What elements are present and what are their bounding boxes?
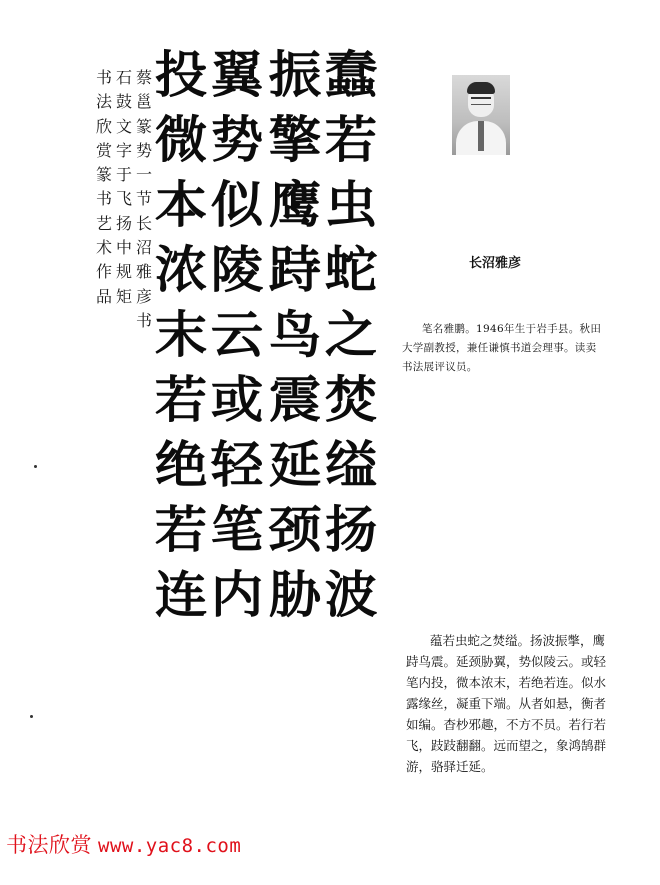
inscription-column-3: [96, 70, 112, 313]
author-bio: 笔名雅鹏。1946年生于岩手县。秋田大学副教授，兼任谦慎书道会理事。读卖书法展评议员。: [402, 323, 602, 373]
calligraphy-character: 篆: [96, 165, 113, 185]
calligraphy-character: 篆: [136, 116, 153, 136]
calligraphy-character: 内: [210, 565, 264, 624]
calligraphy-character: 飞: [116, 189, 133, 209]
calligraphy-character: 蠢: [324, 45, 378, 104]
calligraphy-character: 若: [154, 500, 208, 559]
calligraphy-character: 蛇: [324, 240, 378, 299]
calligraphy-character: 笔: [210, 500, 264, 559]
calligraphy-character: 之: [324, 305, 378, 364]
calligraphy-column-1: [324, 45, 378, 635]
calligraphy-character: 品: [96, 286, 113, 306]
calligraphy-character: 胁: [268, 565, 322, 624]
calligraphy-character: 字: [116, 140, 133, 160]
calligraphy-character: 震: [268, 370, 322, 429]
calligraphy-character: 擎: [268, 110, 322, 169]
calligraphy-character: 鼓: [116, 92, 133, 112]
calligraphy-artwork: [96, 45, 390, 800]
calligraphy-character: 雅: [136, 262, 153, 282]
calligraphy-character: 颈: [268, 500, 322, 559]
calligraphy-character: 延: [268, 435, 322, 494]
calligraphy-character: 缢: [324, 435, 378, 494]
calligraphy-character: 势: [136, 140, 153, 160]
calligraphy-character: 节: [136, 189, 153, 209]
calligraphy-character: 本: [154, 175, 208, 234]
calligraphy-character: 鸟: [268, 305, 322, 364]
calligraphy-character: 云: [210, 305, 264, 364]
calligraphy-character: 矩: [116, 286, 133, 306]
calligraphy-character: 微: [154, 110, 208, 169]
calligraphy-character: 扬: [324, 500, 378, 559]
portrait-tie: [478, 121, 484, 151]
site-watermark[interactable]: [6, 829, 241, 859]
calligraphy-character: 势: [210, 110, 264, 169]
calligraphy-character: 邕: [136, 92, 153, 112]
calligraphy-character: 若: [324, 110, 378, 169]
site-url[interactable]: www.yac8.com: [98, 835, 242, 857]
calligraphy-character: 投: [154, 45, 208, 104]
calligraphy-character: 翼: [210, 45, 264, 104]
calligraphy-character: 规: [116, 262, 133, 282]
calligraphy-column-3: [210, 45, 264, 635]
calligraphy-character: 连: [154, 565, 208, 624]
calligraphy-character: 焚: [324, 370, 378, 429]
calligraphy-character: 波: [324, 565, 378, 624]
calligraphy-character: 石: [116, 68, 133, 87]
calligraphy-character: 或: [210, 370, 264, 429]
calligraphy-character: 浓: [154, 240, 208, 299]
calligraphy-character: 法: [96, 92, 113, 112]
calligraphy-character: 作: [96, 262, 113, 282]
calligraphy-column-2: [268, 45, 322, 635]
calligraphy-character: 绝: [154, 435, 208, 494]
scan-speck: [34, 465, 37, 468]
calligraphy-character: 书: [136, 310, 153, 330]
calligraphy-character: 末: [154, 305, 208, 364]
calligraphy-character: 蔡: [136, 68, 153, 87]
calligraphy-character: 于: [116, 165, 133, 185]
author-name: 长沼雅彦: [468, 256, 521, 271]
calligraphy-character: 似: [210, 175, 264, 234]
calligraphy-character: 长: [136, 213, 153, 233]
calligraphy-character: 书: [96, 68, 113, 87]
portrait-hair: [467, 82, 495, 94]
calligraphy-character: 彦: [136, 286, 153, 306]
calligraphy-character: 陵: [210, 240, 264, 299]
calligraphy-character: 中: [116, 238, 133, 258]
calligraphy-character: 跱: [268, 240, 322, 299]
calligraphy-character: 术: [96, 238, 113, 258]
calligraphy-character: 书: [96, 189, 113, 209]
calligraphy-character: 虫: [324, 175, 378, 234]
inscription-column-2: [116, 70, 132, 313]
calligraphy-character: 赏: [96, 140, 113, 160]
calligraphy-column-4: [154, 45, 208, 635]
calligraphy-character: 沼: [136, 238, 153, 258]
calligraphy-character: 轻: [210, 435, 264, 494]
calligraphy-character: 欣: [96, 116, 113, 136]
site-name: 书法欣赏: [6, 833, 92, 857]
calligraphy-character: 文: [116, 116, 133, 136]
portrait-glasses: [471, 97, 491, 105]
calligraphy-character: 艺: [96, 213, 113, 233]
scan-speck: [30, 715, 33, 718]
calligraphy-character: 若: [154, 370, 208, 429]
inscription-column-1: [136, 70, 152, 337]
calligraphy-character: 一: [136, 165, 153, 185]
author-portrait: [452, 75, 510, 155]
calligraphy-character: 振: [268, 45, 322, 104]
poem-text: 蕴若虫蛇之焚缢。扬波振撆，鹰跱鸟震。延颈胁翼，势似陵云。或轻笔内投，微本浓末，若绝若连。似水露缘丝，凝重下端。从者如悬，衡者如编。杳杪邪趣，不方不员。若行若飞，跂跂翻翻。远而望之，象鸿鹄群游，骆驿迁延。: [406, 633, 607, 774]
calligraphy-character: 扬: [116, 213, 133, 233]
calligraphy-character: 鹰: [268, 175, 322, 234]
